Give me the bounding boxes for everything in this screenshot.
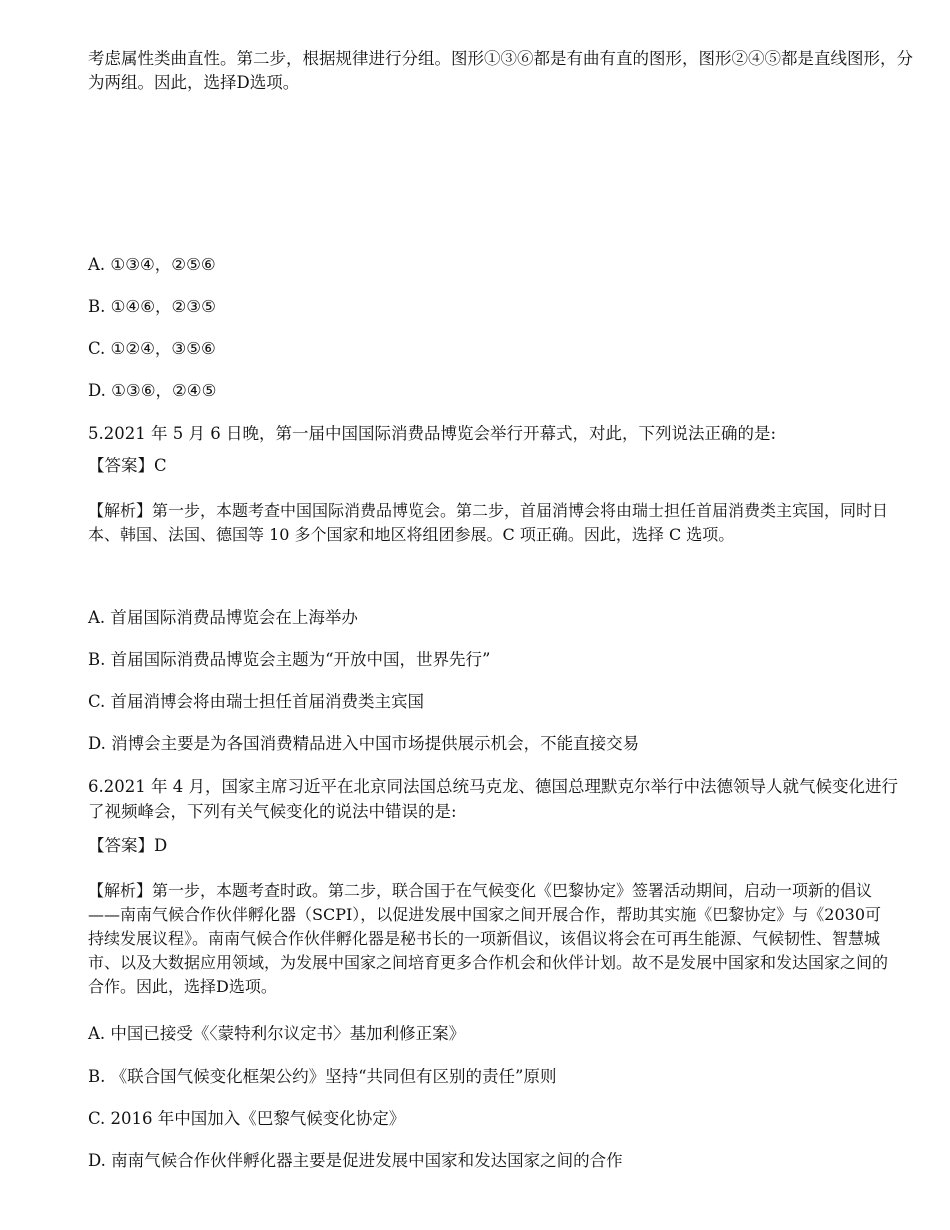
q4-option-d: D. ①③⑥，②④⑤ <box>88 381 217 400</box>
q4-option-a: A. ①③④，②⑤⑥ <box>88 255 216 274</box>
q6-option-a: A. 中国已接受《〈蒙特利尔议定书〉基加利修正案》 <box>88 1024 466 1043</box>
q5-answer: 【答案】C <box>88 456 167 475</box>
q4-option-b: B. ①④⑥，②③⑤ <box>88 297 216 316</box>
q5-option-a: A. 首届国际消费品博览会在上海举办 <box>88 608 358 627</box>
q6-explanation: 【解析】第一步，本题考查时政。第二步，联合国于在气候变化《巴黎协定》签署活动期间，启动一项新的倡议——南南气候合作伙伴孵化器（SCPI），以促进发展中国家之间开展合作，帮助其实施《巴黎协定》与《2030可持续发展议程》。南南气候合作伙伴孵化器是秘书长的一项新倡议，该倡议将会在可再生能源、气候韧性、智慧城市、以及大数据应用领域，为发展中国家之间培育更多合作机会和伙伴计划。故不是发展中国家和发达国家之间的合作。因此，选择D选项。 <box>88 881 889 996</box>
q5-explanation: 【解析】第一步，本题考查中国国际消费品博览会。第二步，首届消博会将由瑞士担任首届消费类主宾国，同时日本、韩国、法国、德国等 10 多个国家和地区将组团参展。C 项正确。因此，选择 C 选项。 <box>88 501 889 544</box>
q6-answer: 【答案】D <box>88 836 168 855</box>
q5-option-d: D. 消博会主要是为各国消费精品进入中国市场提供展示机会，不能直接交易 <box>88 734 640 753</box>
q5-question: 5.2021 年 5 月 6 日晚，第一届中国国际消费品博览会举行开幕式，对此，下列说法正确的是: <box>88 424 777 443</box>
q4-explanation-text: 考虑属性类曲直性。第二步，根据规律进行分组。图形①③⑥都是有曲有直的图形，图形②④⑤都是直线图形，分为两组。因此，选择D选项。 <box>88 49 913 92</box>
q4-option-c: C. ①②④，③⑤⑥ <box>88 339 216 358</box>
q5-option-b: B. 首届国际消费品博览会主题为“开放中国，世界先行” <box>88 650 491 669</box>
q6-option-c: C. 2016 年中国加入《巴黎气候变化协定》 <box>88 1109 406 1128</box>
q5-option-c: C. 首届消博会将由瑞士担任首届消费类主宾国 <box>88 692 425 711</box>
q6-question: 6.2021 年 4 月，国家主席习近平在北京同法国总统马克龙、德国总理默克尔举行中法德领导人就气候变化进行了视频峰会，下列有关气候变化的说法中错误的是: <box>88 777 898 821</box>
q6-option-d: D. 南南气候合作伙伴孵化器主要是促进发展中国家和发达国家之间的合作 <box>88 1151 623 1170</box>
q6-option-b: B. 《联合国气候变化框架公约》坚持“共同但有区别的责任”原则 <box>88 1067 557 1086</box>
